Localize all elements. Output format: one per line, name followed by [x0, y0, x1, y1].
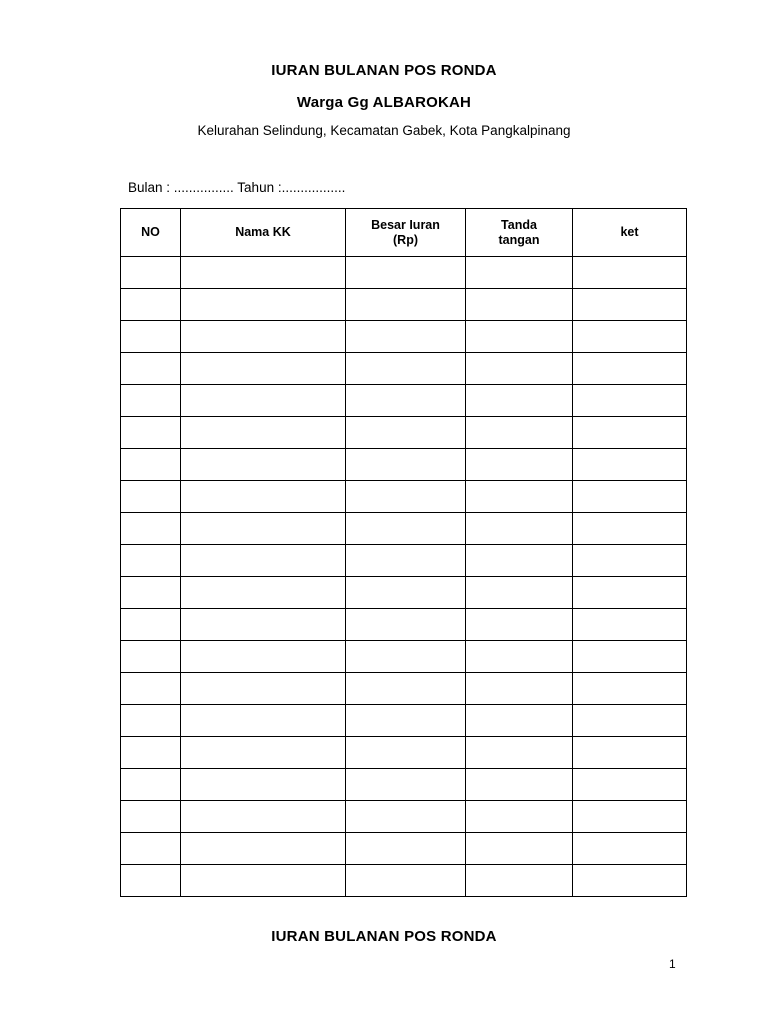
cell-besar-iuran	[346, 481, 466, 513]
cell-ket	[573, 545, 687, 577]
header-tanda-tangan-line2: tangan	[498, 232, 540, 247]
cell-besar-iuran	[346, 545, 466, 577]
cell-tanda-tangan	[466, 833, 573, 865]
table-row	[121, 417, 687, 449]
cell-besar-iuran	[346, 769, 466, 801]
cell-ket	[573, 289, 687, 321]
cell-ket	[573, 257, 687, 289]
table-row	[121, 801, 687, 833]
cell-nama-kk	[181, 289, 346, 321]
cell-besar-iuran	[346, 353, 466, 385]
cell-tanda-tangan	[466, 769, 573, 801]
cell-no	[121, 801, 181, 833]
table-row	[121, 833, 687, 865]
cell-nama-kk	[181, 769, 346, 801]
table-header-row	[121, 209, 687, 257]
page-subtitle: Warga Gg ALBAROKAH	[296, 94, 472, 111]
cell-ket	[573, 513, 687, 545]
cell-ket	[573, 385, 687, 417]
cell-besar-iuran	[346, 801, 466, 833]
cell-tanda-tangan	[466, 385, 573, 417]
cell-no	[121, 865, 181, 897]
header-besar-iuran-line2: (Rp)	[393, 232, 418, 247]
cell-nama-kk	[181, 257, 346, 289]
cell-besar-iuran	[346, 385, 466, 417]
cell-nama-kk	[181, 609, 346, 641]
cell-no	[121, 577, 181, 609]
cell-no	[121, 705, 181, 737]
cell-besar-iuran	[346, 321, 466, 353]
header-ket: ket	[573, 209, 687, 257]
cell-tanda-tangan	[466, 257, 573, 289]
cell-besar-iuran	[346, 833, 466, 865]
cell-nama-kk	[181, 641, 346, 673]
table-row	[121, 481, 687, 513]
cell-ket	[573, 769, 687, 801]
cell-ket	[573, 321, 687, 353]
table-row	[121, 865, 687, 897]
cell-tanda-tangan	[466, 353, 573, 385]
cell-nama-kk	[181, 513, 346, 545]
cell-tanda-tangan	[466, 417, 573, 449]
table-row	[121, 513, 687, 545]
cell-besar-iuran	[346, 417, 466, 449]
cell-nama-kk	[181, 705, 346, 737]
cell-tanda-tangan	[466, 513, 573, 545]
cell-ket	[573, 641, 687, 673]
cell-no	[121, 321, 181, 353]
cell-no	[121, 833, 181, 865]
cell-tanda-tangan	[466, 545, 573, 577]
header-nama-kk: Nama KK	[181, 209, 346, 257]
table-row	[121, 257, 687, 289]
cell-no	[121, 545, 181, 577]
page-title: IURAN BULANAN POS RONDA	[271, 62, 497, 79]
table-row	[121, 769, 687, 801]
cell-no	[121, 769, 181, 801]
footer-title: IURAN BULANAN POS RONDA	[271, 928, 497, 945]
cell-nama-kk	[181, 545, 346, 577]
table-row	[121, 705, 687, 737]
cell-tanda-tangan	[466, 481, 573, 513]
cell-no	[121, 737, 181, 769]
cell-tanda-tangan	[466, 801, 573, 833]
cell-no	[121, 481, 181, 513]
cell-tanda-tangan	[466, 673, 573, 705]
cell-besar-iuran	[346, 449, 466, 481]
cell-besar-iuran	[346, 641, 466, 673]
cell-tanda-tangan	[466, 865, 573, 897]
cell-ket	[573, 449, 687, 481]
cell-besar-iuran	[346, 513, 466, 545]
cell-nama-kk	[181, 353, 346, 385]
cell-no	[121, 257, 181, 289]
table-row	[121, 449, 687, 481]
cell-nama-kk	[181, 321, 346, 353]
cell-nama-kk	[181, 833, 346, 865]
cell-besar-iuran	[346, 289, 466, 321]
cell-ket	[573, 481, 687, 513]
table-body	[121, 257, 687, 897]
cell-nama-kk	[181, 673, 346, 705]
cell-ket	[573, 737, 687, 769]
cell-tanda-tangan	[466, 577, 573, 609]
cell-tanda-tangan	[466, 289, 573, 321]
cell-tanda-tangan	[466, 737, 573, 769]
cell-besar-iuran	[346, 705, 466, 737]
cell-no	[121, 353, 181, 385]
table-row	[121, 737, 687, 769]
address-line: Kelurahan Selindung, Kecamatan Gabek, Kota Pangkalpinang	[197, 123, 571, 138]
cell-nama-kk	[181, 865, 346, 897]
cell-tanda-tangan	[466, 705, 573, 737]
cell-tanda-tangan	[466, 641, 573, 673]
cell-nama-kk	[181, 577, 346, 609]
table-row	[121, 385, 687, 417]
cell-ket	[573, 801, 687, 833]
page-number: 1	[669, 957, 676, 971]
table-row	[121, 353, 687, 385]
table-row	[121, 577, 687, 609]
cell-no	[121, 609, 181, 641]
cell-besar-iuran	[346, 865, 466, 897]
cell-nama-kk	[181, 385, 346, 417]
table-row	[121, 545, 687, 577]
cell-ket	[573, 353, 687, 385]
cell-ket	[573, 417, 687, 449]
cell-no	[121, 417, 181, 449]
cell-ket	[573, 865, 687, 897]
table-row	[121, 609, 687, 641]
cell-ket	[573, 833, 687, 865]
cell-no	[121, 449, 181, 481]
cell-besar-iuran	[346, 577, 466, 609]
cell-no	[121, 385, 181, 417]
table-row	[121, 673, 687, 705]
cell-nama-kk	[181, 449, 346, 481]
cell-tanda-tangan	[466, 609, 573, 641]
table-row	[121, 641, 687, 673]
table-row	[121, 321, 687, 353]
cell-nama-kk	[181, 481, 346, 513]
cell-besar-iuran	[346, 609, 466, 641]
cell-tanda-tangan	[466, 449, 573, 481]
cell-no	[121, 513, 181, 545]
cell-no	[121, 673, 181, 705]
cell-tanda-tangan	[466, 321, 573, 353]
header-no: NO	[121, 209, 181, 257]
header-besar-iuran	[346, 209, 466, 257]
cell-nama-kk	[181, 801, 346, 833]
cell-besar-iuran	[346, 737, 466, 769]
cell-besar-iuran	[346, 257, 466, 289]
header-tanda-tangan	[466, 209, 573, 257]
cell-no	[121, 641, 181, 673]
period-line: Bulan : ................ Tahun :.................	[128, 180, 346, 195]
contribution-table	[120, 208, 687, 897]
header-besar-iuran-line1: Besar Iuran	[371, 217, 440, 232]
header-tanda-tangan-line1: Tanda	[501, 217, 537, 232]
cell-nama-kk	[181, 737, 346, 769]
cell-ket	[573, 609, 687, 641]
cell-besar-iuran	[346, 673, 466, 705]
cell-no	[121, 289, 181, 321]
cell-ket	[573, 673, 687, 705]
cell-nama-kk	[181, 417, 346, 449]
table-row	[121, 289, 687, 321]
cell-ket	[573, 705, 687, 737]
cell-ket	[573, 577, 687, 609]
